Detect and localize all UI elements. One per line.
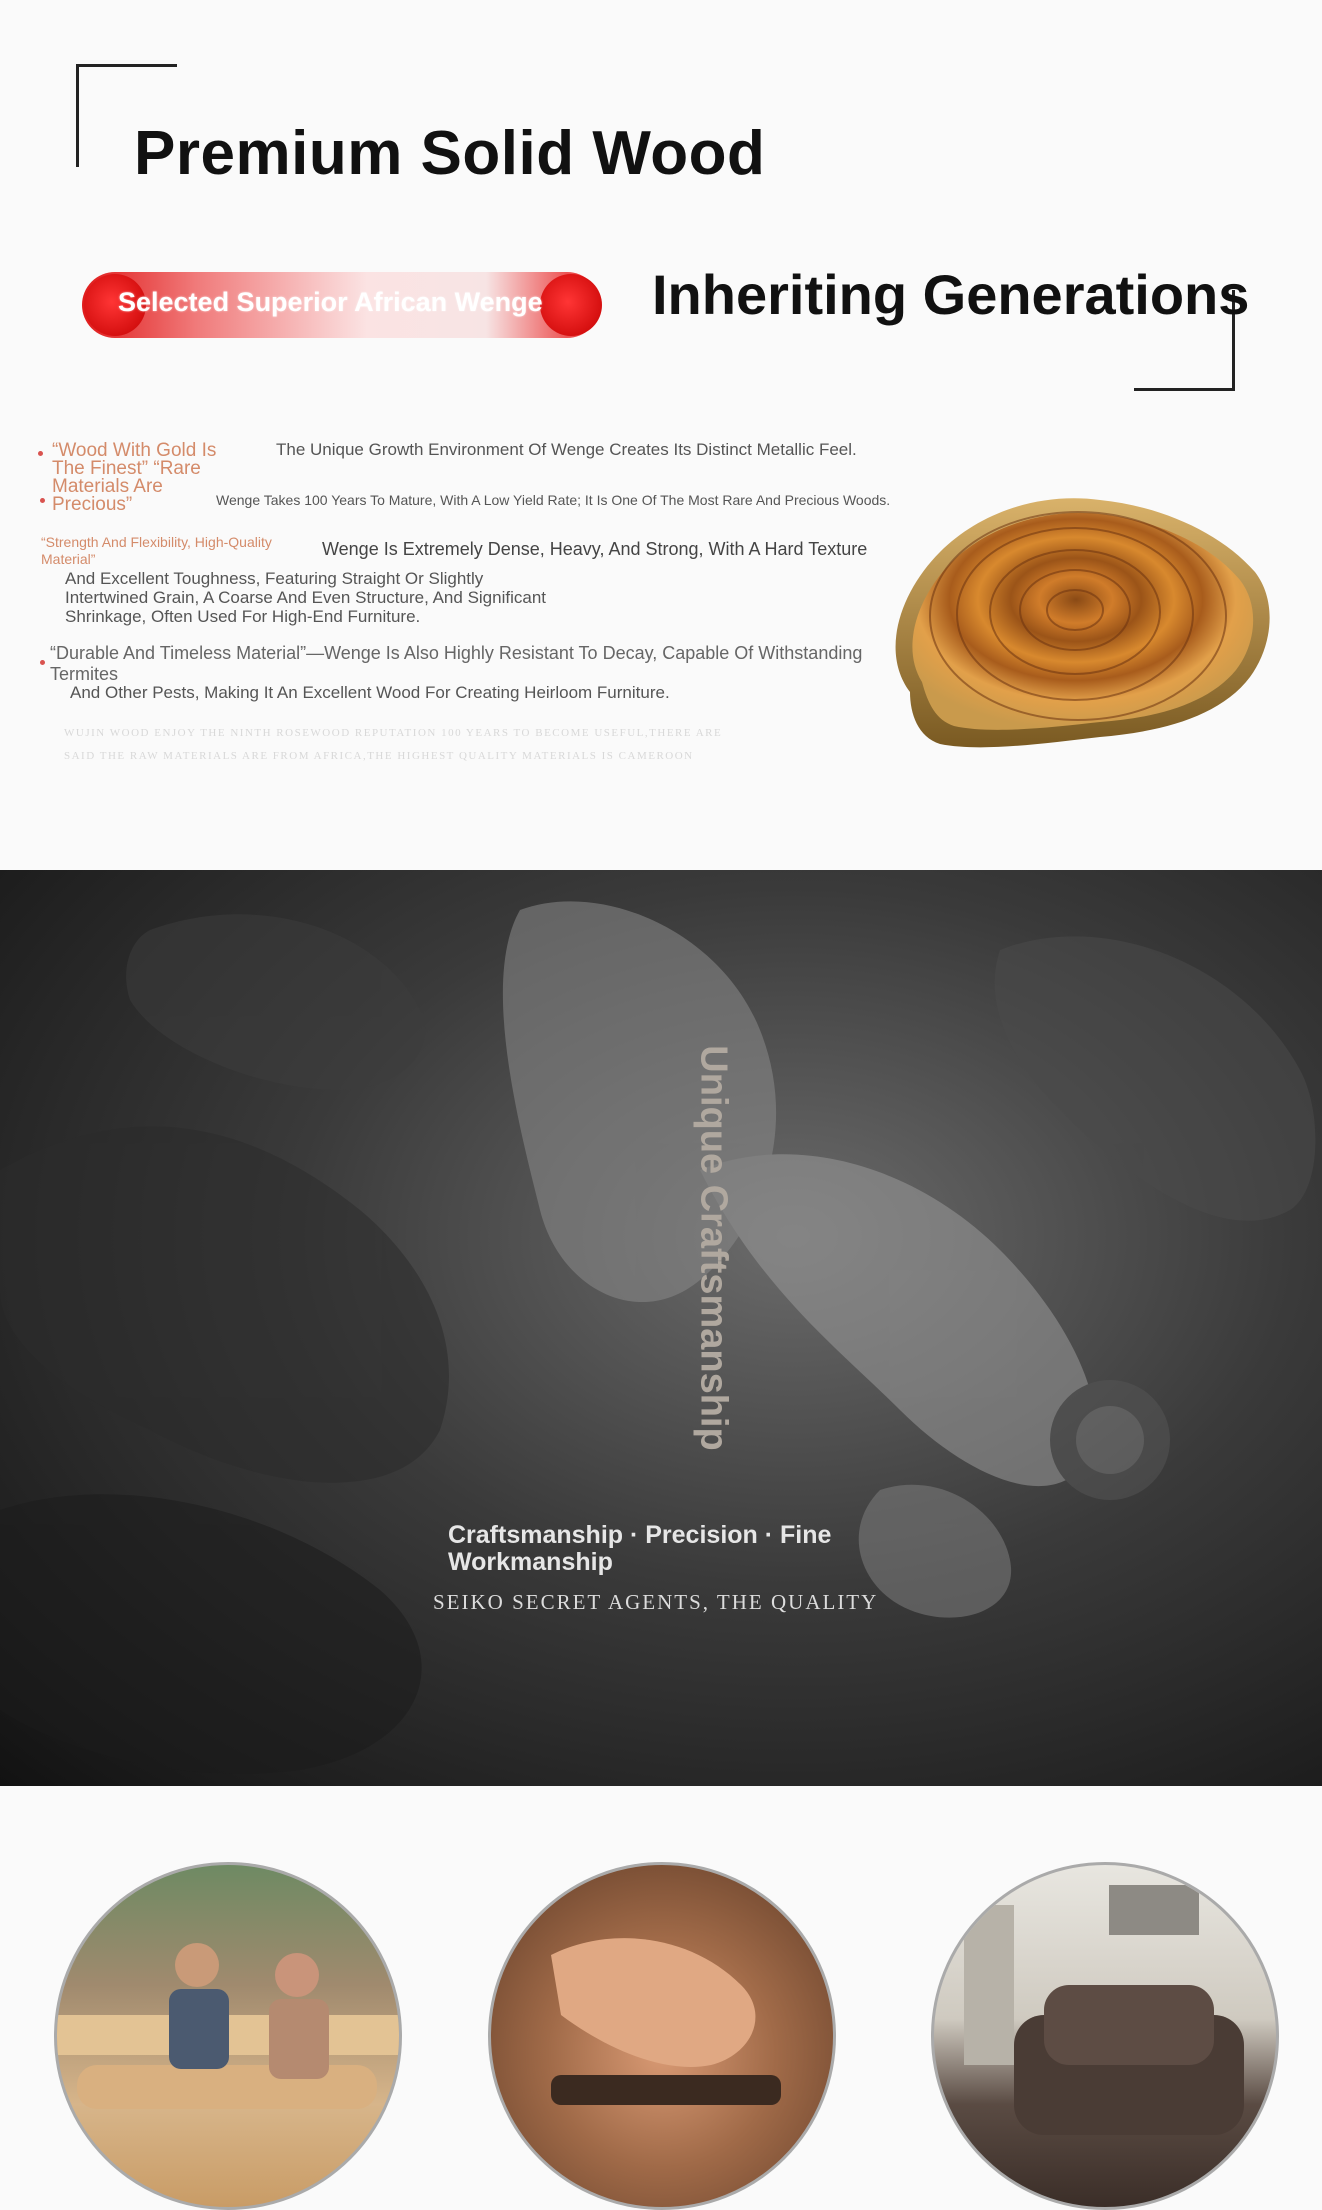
hand-carving-image (491, 1865, 833, 2207)
photo-circle-lumber (54, 1862, 402, 2210)
vertical-heading (674, 1028, 752, 1468)
quote-durable: “Durable And Timeless Material”—Wenge Is Also Highly Resistant To Decay, Capable Of Withstanding Termites (50, 643, 863, 684)
badge-label: Selected Superior African Wenge (118, 287, 543, 317)
feature-density: Wenge Is Extremely Dense, Heavy, And Strong, With A Hard Texture (322, 539, 868, 559)
craft-caption: SEIKO SECRET AGENTS, THE QUALITY (433, 1590, 879, 1614)
vertical-heading-text: Unique Craftsmanship (692, 1045, 735, 1451)
feature-heirloom: And Other Pests, Making It An Excellent Wood For Creating Heirloom Furniture. (70, 683, 670, 702)
carving-hands-image (0, 870, 1322, 1786)
photo-circle-hands (488, 1862, 836, 2210)
feature-toughness: And Excellent Toughness, Featuring Straight Or Slightly Intertwined Grain, A Coarse And Even Structure, And Significant Shrinkage, Often Used For High-End Furniture. (65, 569, 546, 626)
watermark-text: WUJIN WOOD ENJOY THE NINTH ROSEWOOD REPUTATION 100 YEARS TO BECOME USEFUL,THERE ARE (64, 727, 723, 739)
quote-gold: “Wood With Gold Is The Finest” “Rare Materials Are Precious” (52, 440, 217, 515)
bullet-dot (38, 451, 43, 456)
feature-metallic: The Unique Growth Environment Of Wenge Creates Its Distinct Metallic Feel. (276, 440, 857, 459)
craft-tagline: Craftsmanship · Precision · Fine Workmanship (448, 1521, 832, 1576)
watermark-text: SAID THE RAW MATERIALS ARE FROM AFRICA,THE HIGHEST QUALITY MATERIALS IS CAMEROON (64, 750, 694, 762)
section-subtitle: Inheriting Generations (652, 263, 1250, 326)
page-title: Premium Solid Wood (134, 119, 766, 188)
bullet-dot (40, 498, 45, 503)
badge-dot-right (540, 274, 602, 336)
wood-slice-image (870, 482, 1280, 764)
craftsmanship-banner (0, 870, 1322, 1786)
feature-maturity: Wenge Takes 100 Years To Mature, With A Low Yield Rate; It Is One Of The Most Rare And Precious Woods. (216, 492, 891, 508)
quote-strength: “Strength And Flexibility, High-Quality Material” (41, 534, 272, 567)
interior-chair-image (934, 1865, 1276, 2207)
photo-circle-interior (931, 1862, 1279, 2210)
lumber-workers-image (57, 1865, 399, 2207)
bullet-dot (40, 660, 45, 665)
